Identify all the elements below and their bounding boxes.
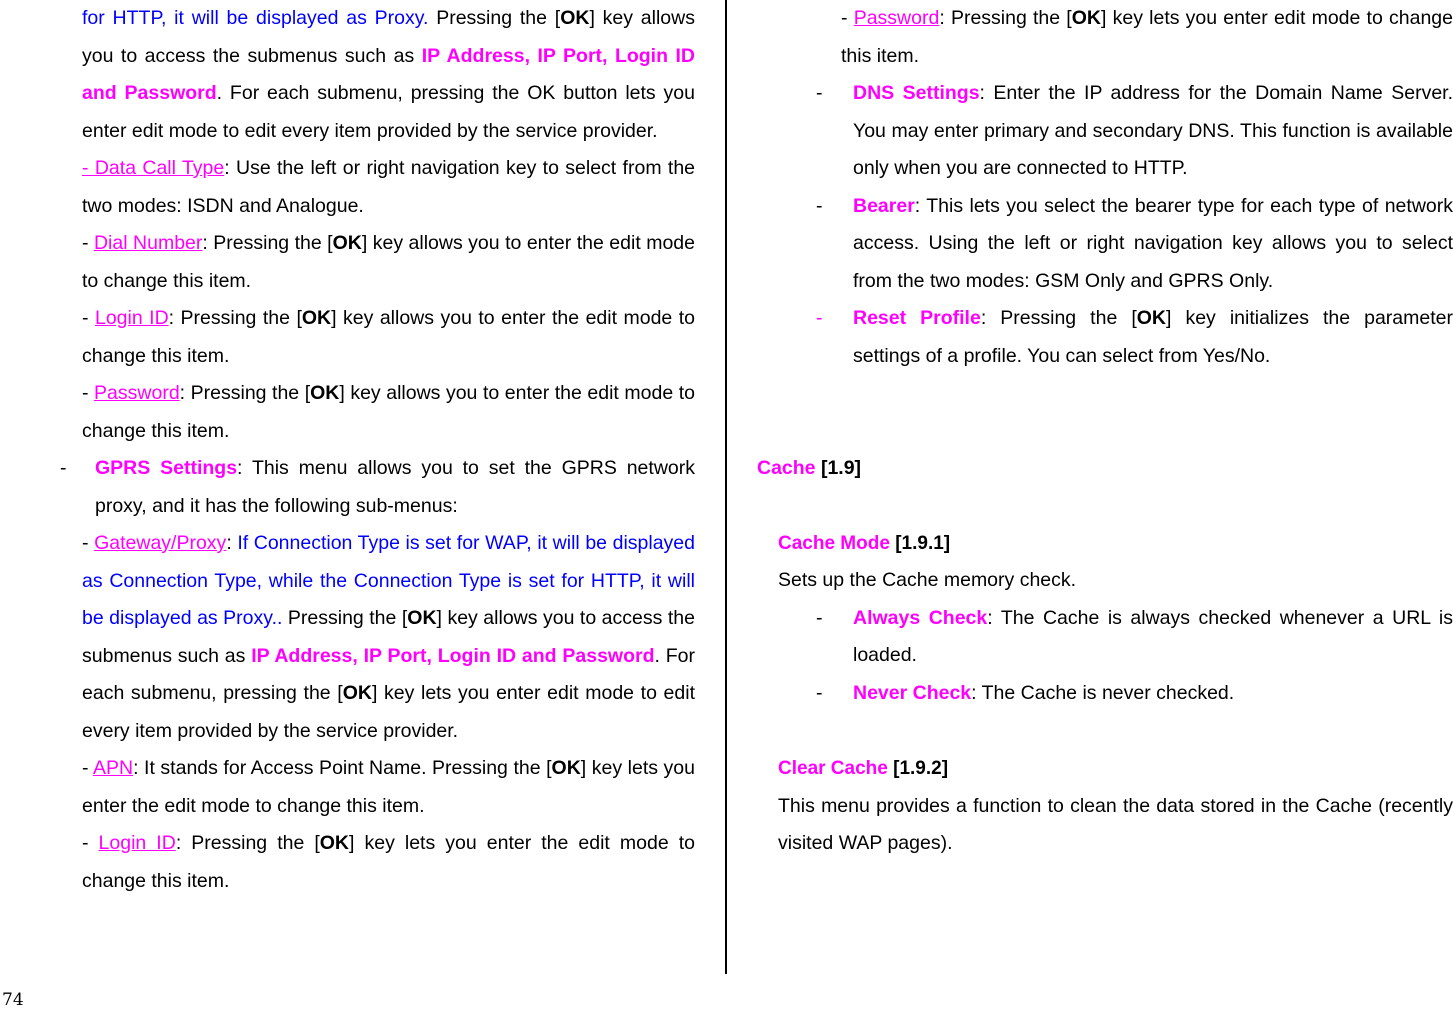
login-id-item [82, 300, 695, 375]
submenu-list: IP Address, IP Port, Login ID and Password [251, 644, 655, 667]
login-id-item-2 [82, 825, 695, 900]
item-dash: - [82, 382, 95, 404]
intro-blue-text: for HTTP, it will be displayed as Proxy. [82, 7, 429, 29]
apn-item [82, 750, 695, 825]
ok-key: OK [551, 757, 581, 779]
submenu-list: IP Address, IP Port, Login ID and Password [82, 44, 696, 104]
login-id-term: Login ID [98, 832, 176, 854]
always-check-term: Always Check [853, 606, 988, 629]
ok-key: OK [342, 682, 372, 704]
item-dash: - [82, 232, 94, 254]
password-term: Password [94, 382, 180, 404]
column-divider [725, 0, 727, 974]
cache-heading-number: [1.9] [815, 457, 862, 479]
item-dash: - [816, 307, 823, 329]
clear-cache-description: This menu provides a function to clean the data stored in the Cache (recently visited WAP pages). [778, 794, 1453, 854]
item-description: : Pressing the [ [202, 232, 333, 254]
bearer-item [816, 188, 1453, 301]
password-term: Password [853, 7, 940, 29]
password-item [82, 375, 695, 450]
item-dash: - [82, 157, 95, 179]
item-description: ] key lets you enter the edit mode to change this item. [82, 832, 695, 892]
item-description: : The Cache is never checked. [971, 681, 1235, 704]
left-column [60, 0, 696, 900]
ok-key: OK [332, 232, 362, 254]
data-call-type-item [82, 150, 695, 225]
item-description: ] key lets you enter the edit mode to change this item. [82, 757, 695, 817]
item-description: . For each submenu, pressing the [ [82, 644, 695, 704]
ok-key: OK [560, 7, 590, 29]
intro-text: . For each submenu, pressing the OK button lets you enter edit mode to edit every item provided by the service provider. [82, 82, 695, 142]
dial-number-item [82, 225, 695, 300]
clear-cache-title: Clear Cache [778, 758, 888, 779]
item-dash: - [60, 457, 67, 479]
item-description: : Pressing the [ [175, 832, 320, 854]
cache-mode-number: [1.9.1] [889, 532, 951, 554]
gprs-settings-term: GPRS Settings [95, 457, 238, 479]
ok-key: OK [310, 382, 340, 404]
reset-profile-term: Reset Profile [853, 307, 981, 329]
item-description: : [226, 532, 238, 554]
dns-settings-text [853, 75, 1453, 188]
cache-mode-description: Sets up the Cache memory check. [778, 569, 1077, 591]
cache-heading [757, 450, 1453, 488]
item-description: ] key allows you to access the submenus such as [82, 607, 695, 667]
always-check-item [816, 600, 1453, 675]
gateway-proxy-term: Gateway/Proxy [94, 532, 227, 554]
clear-cache-section [778, 750, 1453, 863]
dns-settings-item [816, 75, 1453, 188]
password-item-2 [841, 0, 1453, 75]
gprs-settings-item [60, 450, 695, 525]
ok-key: OK [1136, 307, 1166, 329]
bearer-term: Bearer [853, 194, 915, 217]
item-description: ] key lets you enter edit mode to change this item. [841, 7, 1453, 67]
item-dash: - [82, 757, 93, 779]
ok-key: OK [407, 607, 437, 629]
reset-profile-text [853, 300, 1453, 375]
never-check-term: Never Check [853, 681, 972, 704]
gateway-proxy-item [82, 525, 695, 750]
always-check-text [853, 600, 1453, 675]
ok-key: OK [319, 832, 350, 854]
item-description: Pressing the [ [282, 607, 408, 629]
item-dash: - [816, 681, 823, 704]
data-call-type-term: Data Call Type [94, 157, 225, 179]
ok-key: OK [1071, 7, 1101, 29]
item-dash: - [816, 606, 823, 629]
cache-mode-heading [778, 525, 1453, 563]
right-column [757, 0, 1453, 863]
apn-term: APN [92, 757, 134, 779]
item-dash: - [82, 307, 95, 329]
login-id-term: Login ID [94, 307, 169, 329]
item-dash: - [816, 194, 823, 217]
gprs-settings-text [95, 450, 695, 525]
item-description: : Enter the IP address for the Domain Name Server. You may enter primary and secondary DNS. This function is available only when you are connected to HTTP. [853, 82, 1453, 179]
item-description: : Pressing the [ [939, 7, 1072, 29]
ok-key: OK [301, 307, 332, 329]
item-description: : Pressing the [ [168, 307, 302, 329]
clear-cache-heading [778, 750, 1453, 788]
never-check-item [816, 675, 1453, 713]
item-description: ] key allows you to enter the edit mode to change this item. [82, 232, 695, 292]
item-description: ] key initializes the parameter settings of a profile. You can select from Yes/No. [853, 307, 1453, 367]
item-dash: - [82, 532, 95, 554]
cache-mode-title: Cache Mode [778, 532, 890, 554]
item-dash: - [841, 7, 854, 29]
item-dash: - [82, 832, 99, 854]
cache-heading-title: Cache [757, 457, 816, 479]
reset-profile-item [816, 300, 1453, 375]
gateway-proxy-blue-text: If Connection Type is set for WAP, it will be displayed as Connection Type, while the Connection Type is set for HTTP, it will be displayed as Proxy.. [82, 532, 695, 629]
item-description: : Pressing the [ [179, 382, 311, 404]
page-number: 74 [2, 990, 24, 1010]
item-description: : The Cache is always checked whenever a URL is loaded. [853, 606, 1453, 666]
item-description: : This lets you select the bearer type for each type of network access. Using the left or right navigation key allows you to select from the two modes: GSM Only and GPRS Only. [853, 194, 1453, 292]
clear-cache-number: [1.9.2] [887, 758, 949, 779]
item-description: ] key allows you to enter the edit mode to change this item. [82, 382, 695, 442]
item-description: : It stands for Access Point Name. Pressing the [ [133, 757, 552, 779]
intro-text: Pressing the [ [428, 7, 561, 29]
item-description: ] key lets you enter edit mode to edit every item provided by the service provider. [82, 682, 695, 742]
dial-number-term: Dial Number [93, 232, 203, 254]
cache-mode-section [778, 525, 1453, 713]
dns-settings-term: DNS Settings [853, 82, 980, 104]
item-description: ] key allows you to enter the edit mode to change this item. [82, 307, 695, 367]
item-description: : Pressing the [ [980, 307, 1137, 329]
item-dash: - [816, 82, 823, 104]
intro-paragraph [82, 0, 695, 150]
item-description: : Use the left or right navigation key to select from the two modes: ISDN and Analogue. [82, 157, 696, 217]
never-check-text [853, 675, 1453, 713]
intro-text: ] key allows you to access the submenus such as [82, 7, 695, 67]
item-description: : This menu allows you to set the GPRS network proxy, and it has the following sub-menus: [95, 457, 695, 517]
bearer-text [853, 188, 1453, 301]
